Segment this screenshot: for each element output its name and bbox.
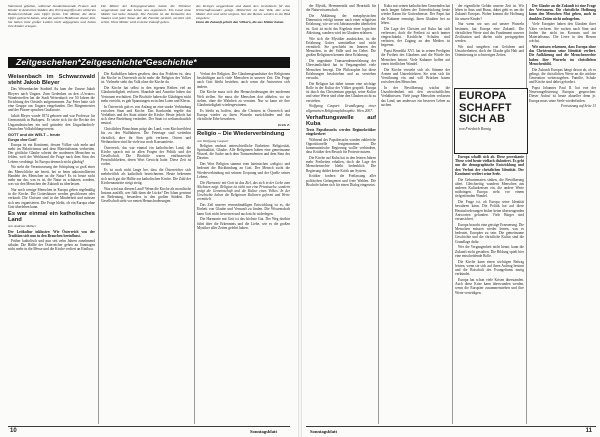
paragraph: Die Lage der Christen auf Kuba hat sich verbessert, doch die Freiheit ist noch immer eingeschränkt. Kirchliche Schulen sind verboten, der Zugang zu den Medien ist begrenzt. — [381, 26, 450, 48]
paragraph: Wie sich die Mystiker ausdrücken, ist die Erfahrung Gottes unmittelbar und nicht vermittelt. Sie geschieht im Inneren des Menschen, in der Stille und im Gebet. Die großen Religionen kennen diese Erfahrung. — [306, 36, 376, 58]
article-headline-religio: Religio – Die Wiederverbindung — [197, 131, 285, 138]
paragraph: Die Kirche auf Kuba hat in den letzten Jahren mehr Freiheiten erhalten, doch die Lage der Menschenrechte bleibt bedenklich. Die Regierung duldet keine Kritik am System. — [306, 156, 376, 173]
article-headline-kuba: Verhaftungswelle auf Kuba — [306, 114, 376, 128]
paragraph: Die Frage ist, ob Europa seine Identität bewahren kann. Die Politik hat auf diese Herausforderungen bisher keine überzeugenden Antworten gefunden. Viele Bürger sind verunsichert. — [455, 200, 524, 222]
top-band-text-1: Vaterland gefallen, während hunderttausende Frauen und Kinder in deutschen Städten den Terrorangriffen der alliierten Bomberverbände zum Opfer fielen. Die Mütter, die diese Opfer gebracht haben, sind die wahren Heldinnen dieser Zeit. Sie haben trotz großer Leiden nicht aufgegeben und haben ihre Kinder erzogen. — [8, 4, 96, 29]
article-headline-bleyer: Weisenbach im Schwarzwald steht Jakob Bleyer — [8, 74, 95, 87]
column-divider — [452, 4, 453, 424]
paragraph: Es ist noch nicht lange her, dass die Österreicher sich mehrheitlich als katholisch bezeichneten. Heute bekennen sich noch gut die Hälfte zur katholischen Kirche. Die Zahl der Kirchenaustritte steigt stetig. — [101, 168, 191, 185]
top-band-col-3 — [196, 4, 290, 52]
paragraph: Die ungeahnte Transzendenzerfahrung der Übersinnlichkeit hat in Vergangenheit viele Menschen bewegt. Die Philosophie hat diese Erfahrungen beschrieben und zu verstehen versucht. — [306, 59, 376, 81]
paragraph: Der Glaube an die Zukunft ist eine Frage des Vertrauens. Die christliche Hoffnung kann den Menschen Mut geben, auch in dunklen Zeiten nicht aufzugeben. — [529, 4, 596, 21]
paragraph: Christliches Brauchtum prägt das Land, vom Kirchweihfest bis zu den Wallfahrten. Die Feiertage sind weiterhin christlich, aber ihr Sinn geht verloren. Ostern und Weihnachten sind für viele nur noch Konsumfeste. — [101, 127, 191, 144]
column-divider — [194, 72, 195, 424]
top-band-text-3: des Krieges weggeräumt und damit den Grundstein für das Wirtschaftswunder gelegt. Mütterlich ist das Volk, das seine Mütter ehrt und nicht vergisst. Nur die Besten werden in ein Bild eingehen: — [196, 4, 290, 21]
paragraph: Das Wort Religion stammt vom lateinischen »religio« und bedeutet die Rückbindung an Gott. Der Mensch sucht die Wiederverbindung mit seinem Ursprung und der Quelle seines Lebens. — [197, 162, 290, 179]
article-separator — [197, 129, 290, 130]
article-headline-gott: GOTT und die WELT – heute — [8, 131, 61, 137]
paragraph: Europa schafft sich ab. Diese provokante These wird heute vielfach diskutiert. Es geht um die demographische Entwicklung und den Verlust der christlichen Identität. Der Kontinent verliert seine Seele. — [455, 155, 524, 176]
article-subheading: Der Leitkultur inklusive: Wie Österreich von der Tradition sich nun in den Brauchen beeinflusst. — [8, 229, 95, 238]
feature-headline-line-1: EUROPA SCHAFFT — [459, 90, 512, 114]
right-column-2 — [381, 4, 450, 424]
paragraph: In der Bevölkerung wächst die Unzufriedenheit mit den wirtschaftlichen Verhältnissen. Viele junge Menschen verlassen das Land, um anderswo ein besseres Leben zu suchen. — [381, 86, 450, 107]
feature-article-box — [454, 88, 528, 154]
paragraph: Wir müssen erkennen, dass Europa ohne das Christentum seine Identität verliert. Die Aufklärung und die Menschenrechte haben ihre Wurzeln im christlichen Menschenbild. — [529, 45, 596, 66]
left-page — [0, 0, 298, 437]
paragraph: Kuba mit seinen katholischen Gemeinden hat nach langen Jahren der Unterdrückung heute wieder Raum für Gottesdienste. Der Papst hat die Kubaner ermutigt, ihren Glauben frei zu leben. — [381, 4, 450, 25]
right-column-4 — [529, 4, 596, 424]
article-subheading: Trotz Papstbesuchs werden Regimekritiker eingekerkert — [306, 128, 376, 137]
paragraph: Während des Papstbesuchs wurden zahlreiche Oppositionelle festgenommen. Die kommunistische Regierung wollte verhindern, dass Kritiker den Besuch für Proteste nutzen. — [306, 137, 376, 155]
paragraph: Wo steht die Verantwortung der Schöpfung so groß einer das Menschliche nie bereit, bei so beim unkontrollierten Handeln des Menschen an die Natur? Es ist heute nicht mehr nur das, was es ist, die Natur zu schützen, sondern, was wir den Menschen der Zukunft zu überlassen. — [8, 165, 95, 187]
left-column-2 — [101, 72, 191, 424]
paragraph: Die Katholiken haben gesehen, dass das Problem ist, dass die Kirche in Österreich nicht mehr die Religion des Volkes ist. Vielmehr steht das Volk ohne die Kirche da. — [101, 72, 191, 85]
feature-headline-line-2: SICH AB — [459, 113, 506, 125]
left-column-1 — [8, 72, 95, 424]
paragraph: Das Zeil unserer vernunftmäßigen Entwicklung ist es, die Einheit von Glaube und Vernunft zu finden. Die Wissenschaft kann Gott nicht beweisen und auch nicht widerlegen. — [197, 203, 290, 216]
footer-rule — [306, 426, 596, 427]
paragraph: Es bleibt zu hoffen, dass die Christen in Österreich und Europa wieder zu ihren Wurzeln zurückfinden und das christliche Erbe bewahren. — [197, 108, 290, 122]
paragraph: Papst Benedikt XVI. hat in seinen Predigten die Freiheit des Glaubens und die Würde des Menschen betont. Viele Kubaner hoffen auf einen friedlichen Wandel. — [381, 49, 450, 66]
paragraph: Die Kirche kann einen wichtigen Beitrag leisten, wenn sie sich auf ihren Auftrag besinnt und die Botschaft des Evangeliums mutig verkündet. — [455, 259, 524, 277]
right-column-1 — [306, 4, 376, 424]
paragraph: Kritiker fordern die Freilassung aller politischen Gefangenen und freie Wahlen. Die Bischöfe haben sich für einen Dialog eingesetzt. — [306, 174, 376, 187]
right-page — [302, 0, 600, 437]
paragraph: Das Weisenbacher Stadtteil Au kam der Unsere Jakob Bleyers nach Ungarn. Zum Gedenken an den »Urvater« Wandertreffen hat die Stadt Weisenbach vor 50 Jahren die Errichtung des Ortsteils aufgenommen. Zur Feier hatte sich eine Gruppe aus Ungarn eingefunden. Der Bürgermeister und der Pfarrer sprachen Grußworte. — [8, 87, 95, 113]
top-band-closing-quote: Denn die Zukunft gehört den Völkern, die aus Mütter haben. — [196, 20, 285, 25]
top-band-text-2: Die Mütter der Kriegsgeneration haben die Trümmer weggeräumt und das Leben neu organisiert. Ein Land ohne Mütter hat keine Zukunft. Die Familie ist die Keimzelle des Staates und jeder Staat, der die Familie zerstört, zerstört sich selbst. Ohne Mütter wird es keine Zukunft geben. — [101, 4, 191, 25]
paragraph: Die Zukunft Europas hängt davon ab, ob es gelingt, die christlichen Werte an die nächste Generation weiterzugeben. Familie, Schule und Kirche sind dabei gefordert. — [529, 67, 596, 85]
paragraph: Wer die Vergangenheit nicht kennt, kann die Zukunft nicht gestalten. Die Bildung spielt hier eine entscheidende Rolle. — [455, 245, 524, 258]
paragraph: Die Religion hat daher immer eine wichtige Rolle in der Kultur der Völker gespielt. Europa ist durch das Christentum geprägt, seine Kultur und seine Werte sind ohne den Glauben nicht zu verstehen. — [306, 81, 376, 103]
paragraph: Die Kirche muss sich den Herausforderungen der modernen Welt stellen. Sie muss die Menschen dort abholen, wo sie stehen, ohne die Wahrheit zu verraten. Nur so kann sie ihre Glaubwürdigkeit wiedergewinnen. — [197, 90, 290, 108]
right-column-3-bottom — [455, 155, 524, 424]
paragraph: Die Abklärung der metaphysischen Dimension erfolgt immer nach einer religiösen Erfahrung, wie sie seit Jahrtausenden überliefert ist. Gott ist nicht das Ergebnis einer logischen Ableitung, sondern wird im Glauben erfahren. — [306, 14, 376, 35]
article-headline-oesterreich: Es war einmal ein katholisches Land — [8, 210, 95, 224]
article-signature: Erich Z. — [277, 123, 290, 128]
top-band-col-2 — [101, 4, 191, 52]
paragraph: Die Kirche hat selbst in den eigenen Reihen viel an Glaubwürdigkeit verloren. Skandale und Austritte haben das Vertrauen erschüttert. Die Bischöfe haben die Gläubigen nicht mehr erreicht, es gab Spannungen zwischen Laien und Klerus. — [101, 86, 191, 103]
page-number: 11 — [585, 428, 592, 434]
paragraph: Viele Europäer haben den Glauben ihrer Väter verloren. Sie suchen nach Sinn und finden ihn nicht im Konsum und im Materialismus. Die Leere in den Herzen wächst. — [529, 22, 596, 44]
publication-mark: Sonntagsblatt — [310, 429, 338, 434]
feature-headline — [455, 89, 527, 126]
paragraph: Österreich, das war einmal ein katholisches Land, die Kirche sprach mit in allen Fragen der Politik und der Gesellschaft. Die Bischöfe waren einflussreiche Persönlichkeiten, deren Wort Gewicht hatte. Diese Zeit ist vorbei. — [101, 145, 191, 167]
paragraph: Wir sind umgeben von Gefahren und Unsicherheiten, doch der Glaube gibt Halt und Orientierung in schwierigen Zeiten. — [455, 45, 524, 58]
feature-byline: von Friedrich Romig — [459, 126, 491, 131]
paragraph: Europa hat schon viele Krisen überstanden. Auch diese Krise kann überwunden werden, wenn die Europäer zusammenstehen und ihre Werte verteidigen. — [455, 278, 524, 295]
paragraph: Nur wenn wir uns auf unsere Wurzeln besinnen, hat Europa eine Zukunft. Die christlichen Werte sind das Fundament unserer Zivilisation und dürfen nicht preisgegeben werden. — [455, 22, 524, 44]
continuation-note: Fortsetzung auf Seite 13 — [560, 104, 596, 109]
publication-mark: Sonntagsblatt — [250, 429, 278, 434]
paragraph: Nur noch wenige Menschen in Europa gehen regelmäßig in die Kirche. Die Gotteshäuser werden geschlossen oder verkauft. Die Christen sind in der Minderheit und müssen sich neu organisieren. Die Frage bleibt, ob ein Europa ohne Gott überleben kann. — [8, 187, 95, 209]
section-banner: Zeitgeschehen*Zeitgeschichte*Geschichte* — [8, 57, 290, 68]
paragraph: Wolfgang Caspart: Grundlegung einer allgemeinen Religionsphilosophie. Wien 2007. — [306, 104, 376, 113]
paragraph: der Mystik, Hermeneutik und Heuristik für die Naturwissenschaft. — [306, 4, 376, 13]
paragraph: Religion umfasst unterschiedliche Einheiten: Religiosität, Spiritualität, Glaube. Alle Religionen haben eine gemeinsame Wurzel, die Suche nach dem Transzendenten und dem Sinn des Daseins. — [197, 143, 290, 161]
paragraph: Die Geburtenraten sinken, die Bevölkerung altert. Gleichzeitig wandern Menschen aus anderen Kulturkreisen ein, die andere Werte mitbringen. Europa steht vor einem tiefgreifenden Wandel. — [455, 177, 524, 199]
paragraph: Papst Johannes Paul II. hat von der Neuevangelisierung Europas gesprochen. Dieser Aufruf ist heute aktueller denn je. Europa muss seine Seele wiederfinden. — [529, 86, 596, 103]
paragraph: Jakob Bleyer wurde 1874 geboren und war Professor für Germanistik in Budapest. Er setzte sich für die Rechte der Ungarndeutschen ein und gründete den Ungarländisch-Deutschen Volksbildungsverein. — [8, 114, 95, 131]
right-column-3-top — [455, 4, 524, 84]
footer-rule — [8, 426, 290, 427]
article-byline: von Wolfgang Caspart — [197, 138, 229, 143]
article-subheading: Europa ohne Gott? — [8, 137, 37, 142]
paragraph: Früher katholisch und nun seit zehn Jahren zunehmend säkular. Die Hälfte der Österreicher gehen an Sonntagen nicht mehr in die Messe und die Kirche verliert an Einfluss. — [8, 238, 95, 252]
paragraph: In Österreich gab es von Anfang an eine starke Verbindung zwischen Staat und Kirche. Das Konkordat regelte das Verhältnis und der Staat stützte die Kirche. Heute jedoch hat sich diese Beziehung verändert. Der Staat ist weltanschaulich neutral. — [101, 104, 191, 126]
paragraph: Verlust der Religion. Die Glaubensgrundsätze der Religionen beschäftigen auch viele Menschen in unserer Zeit. Die Frage nach Gott bleibt bestehen, auch wenn die Antworten sich ändern. — [197, 72, 290, 89]
paragraph: Die Harmonie mit Gott ist das Ziel, das sich in der Liebe zum Nächsten zeigt. Religion ist nicht nur eine Privatsache, sondern prägt die Gemeinschaft und die Kultur eines Volkes. In der Geschichte haben die Religionen Kulturen geformt und Werte vermittelt. — [197, 180, 290, 202]
paragraph: Die Harmonie mit Gott ist das höchste Gut. Der Weg dorthin führt über die Erkenntnis und die Liebe, wie es die großen Mystiker aller Zeiten gelehrt haben. — [197, 217, 290, 230]
paragraph: der eigentliche Gefahr unserer Zeit ist. Wir leben in Saus und Braus, dabei geht es um die Zukunft Europas. Woher kommt die Hoffnung für unsere Kinder? — [455, 4, 524, 21]
left-column-3 — [197, 72, 290, 424]
paragraph: Die Kirche versteht sich als Stimme der Armen und Unterdrückten. Sie setzt sich für Versöhnung ein und will Brücken bauen zwischen den Menschen. — [381, 67, 450, 85]
article-byline: von Andreas Mölzer — [8, 224, 37, 229]
page-number: 10 — [10, 428, 17, 434]
column-divider — [378, 4, 379, 424]
top-band-col-1 — [8, 4, 96, 52]
paragraph: Europa ist ein Kontinent, dessen Völker sich mehr und mehr im Relativismus und dem Materialismus verbreiten. Der göttliche Glaube scheint der modernen Menschen zu fehlen, weil der Wohlstand die Frage nach dem Sinn des Lebens verdrängt. Ist Europa dennoch nicht gläubig? — [8, 142, 95, 164]
paragraph: Was wird aus diesem Land? Wenn die Kirche als moralische Instanz ausfällt, wer füllt dann die Lücke? Der Islam gewinnt an Bedeutung, besonders in den großen Städten. Die Gesellschaft steht vor neuen Herausforderungen. — [101, 186, 191, 204]
column-divider — [526, 4, 527, 424]
column-divider — [98, 72, 99, 424]
paragraph: Europa braucht eine geistige Erneuerung. Die Menschen müssen wieder lernen, was es bedeutet, Europäer zu sein. Die gemeinsame Geschichte und die christliche Kultur sind die Grundlage dafür. — [455, 222, 524, 244]
